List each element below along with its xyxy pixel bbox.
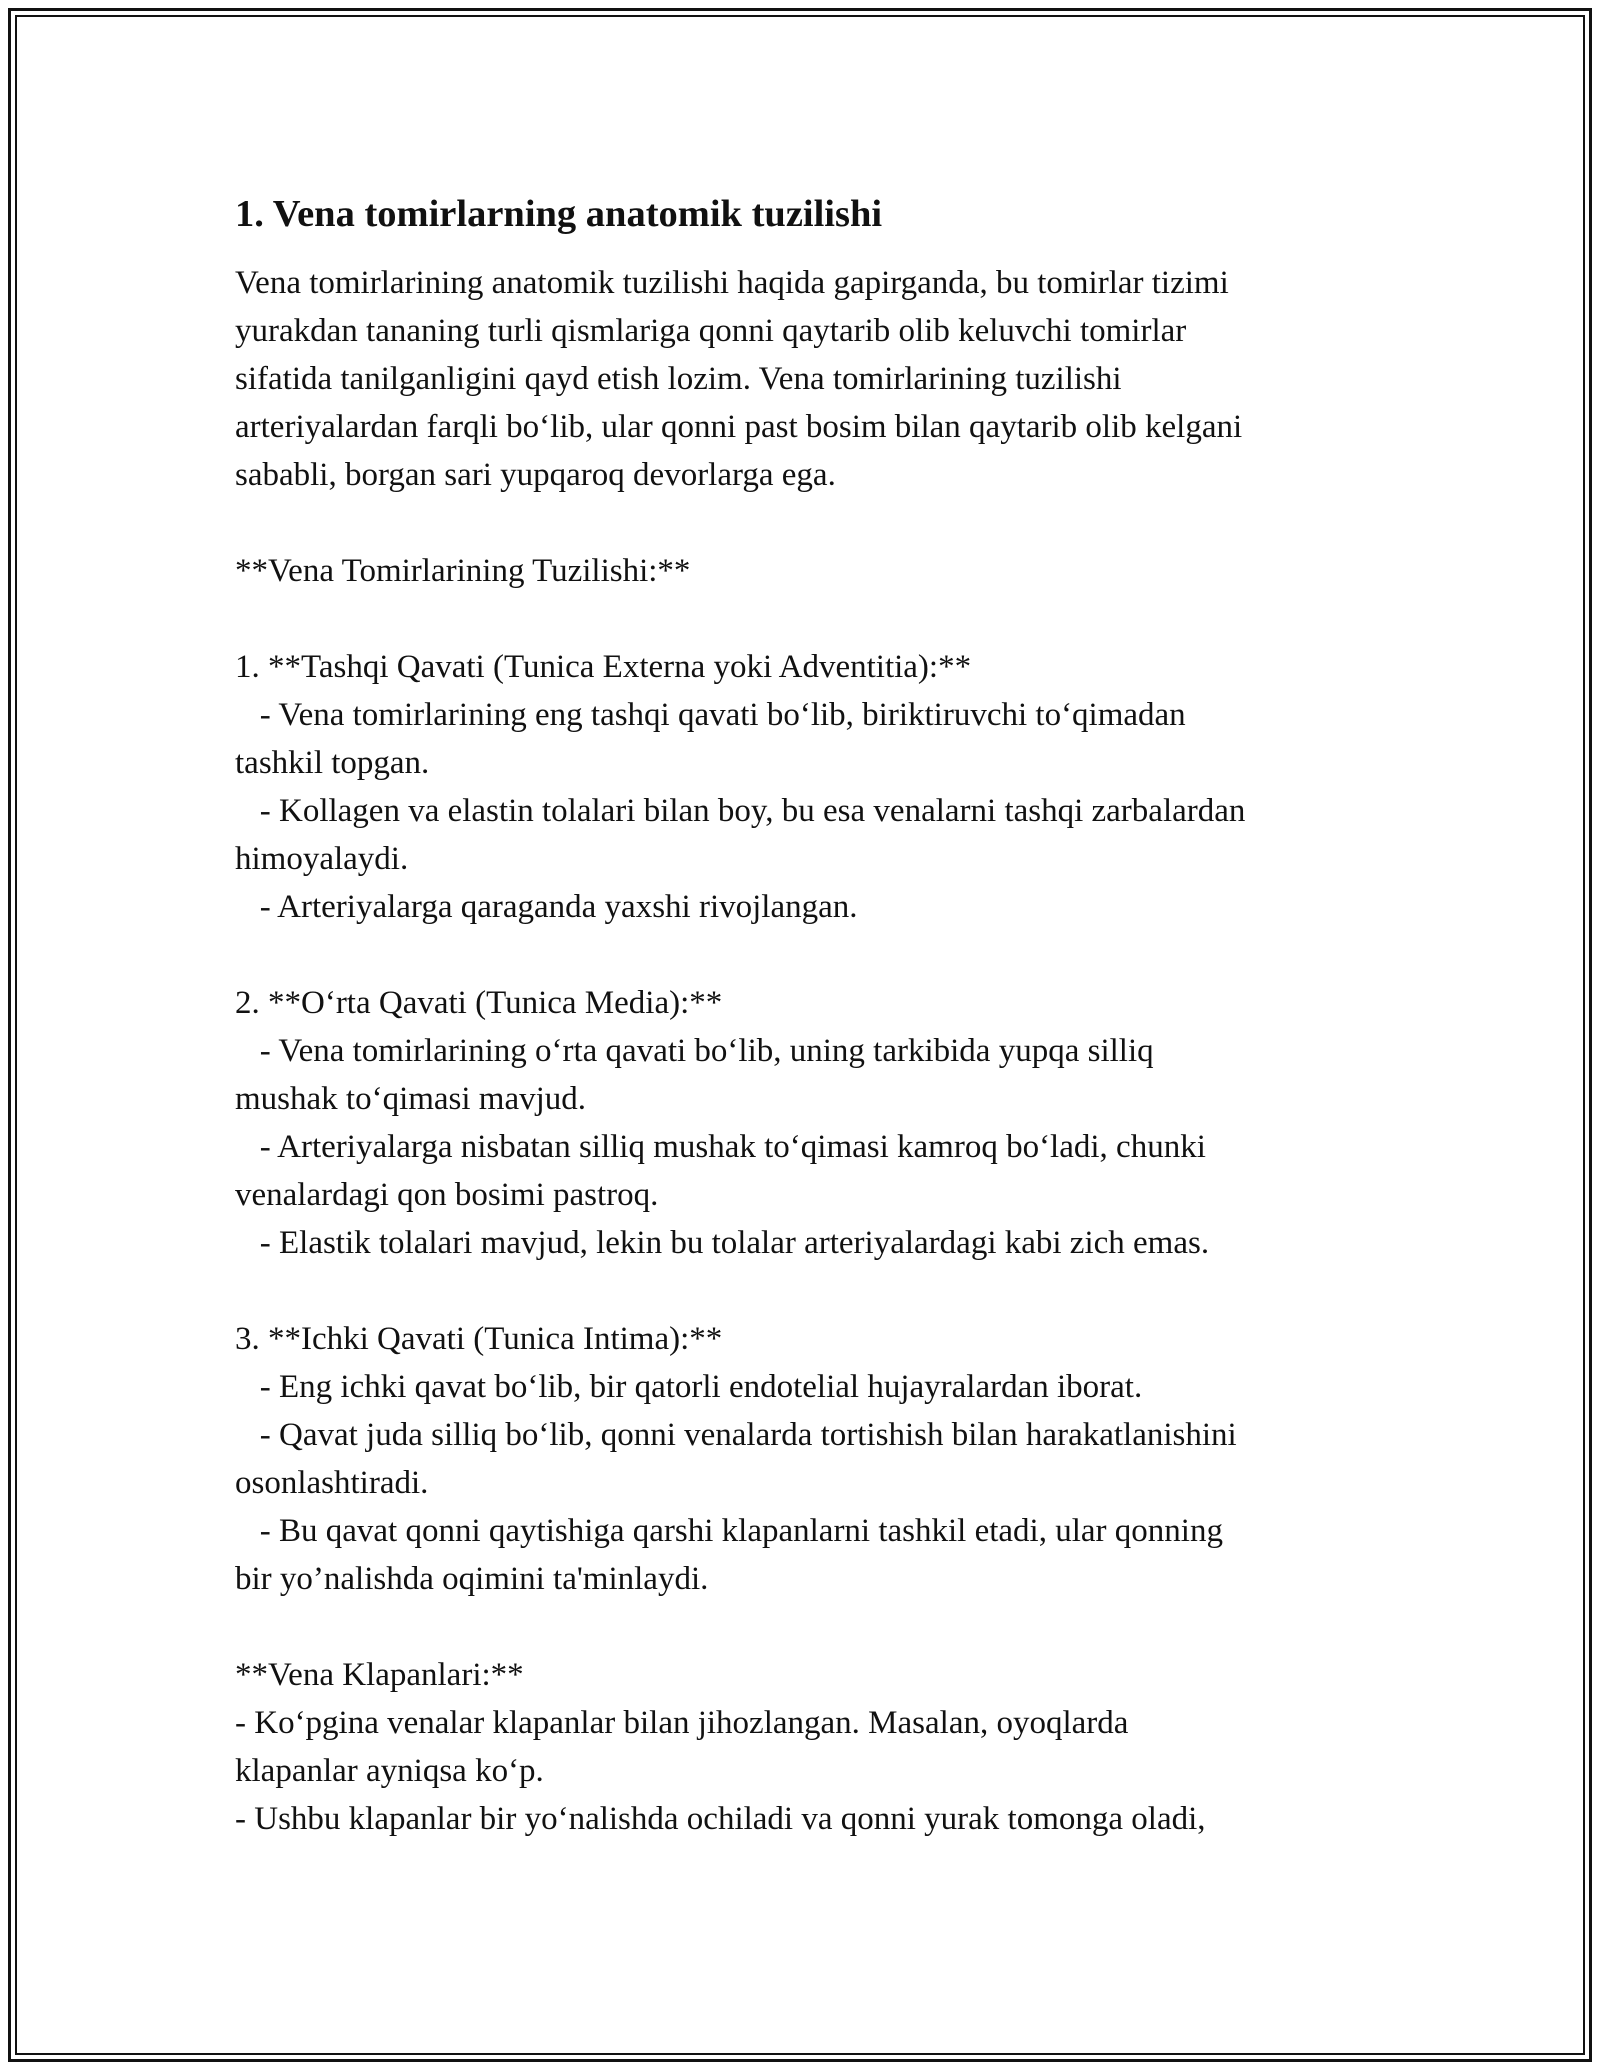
text-line: - Eng ichki qavat bo‘lib, bir qatorli endotelial hujayralardan iborat. (235, 1369, 1143, 1405)
layer-inner-block (235, 1315, 1385, 1603)
text-line: tashkil topgan. (235, 745, 430, 781)
text-line: bir yo’nalishda oqimini ta'minlaydi. (235, 1561, 709, 1597)
layer-outer-block (235, 643, 1385, 931)
text-line: - Vena tomirlarining o‘rta qavati bo‘lib, uning tarkibida yupqa silliq (235, 1033, 1154, 1069)
text-line: - Arteriyalarga nisbatan silliq mushak to‘qimasi kamroq bo‘ladi, chunki (235, 1129, 1206, 1165)
layer-middle-block (235, 979, 1385, 1267)
text-line: yurakdan tananing turli qismlariga qonni qaytarib olib keluvchi tomirlar (235, 313, 1187, 349)
text-line: venalardagi qon bosimi pastroq. (235, 1177, 659, 1213)
valves-block (235, 1651, 1385, 1843)
text-line: mushak to‘qimasi mavjud. (235, 1081, 587, 1117)
structure-subheading-block (235, 547, 1385, 595)
blank-line (235, 595, 1385, 643)
valves-title: **Vena Klapanlari:** (235, 1657, 524, 1693)
text-line: - Elastik tolalari mavjud, lekin bu tolalar arteriyalardagi kabi zich emas. (235, 1225, 1210, 1261)
blank-line (235, 499, 1385, 547)
layer-middle-title: 2. **O‘rta Qavati (Tunica Media):** (235, 985, 723, 1021)
text-line: Vena tomirlarining anatomik tuzilishi haqida gapirganda, bu tomirlar tizimi (235, 265, 1229, 301)
text-line: - Arteriyalarga qaraganda yaxshi rivojlangan. (235, 889, 858, 925)
text-line: - Kollagen va elastin tolalari bilan boy, bu esa venalarni tashqi zarbalardan (235, 793, 1246, 829)
text-line: - Bu qavat qonni qaytishiga qarshi klapanlarni tashkil etadi, ular qonning (235, 1513, 1223, 1549)
blank-line (235, 1603, 1385, 1651)
text-line: sifatida tanilganligini qayd etish lozim. Vena tomirlarining tuzilishi (235, 361, 1122, 397)
text-line: arteriyalardan farqli bo‘lib, ular qonni past bosim bilan qaytarib olib kelgani (235, 409, 1243, 445)
text-line: himoyalaydi. (235, 841, 409, 877)
layer-inner-title: 3. **Ichki Qavati (Tunica Intima):** (235, 1321, 723, 1357)
text-line: - Ushbu klapanlar bir yo‘nalishda ochiladi va qonni yurak tomonga oladi, (235, 1801, 1206, 1837)
layer-outer-title: 1. **Tashqi Qavati (Tunica Externa yoki Adventitia):** (235, 649, 972, 685)
blank-line (235, 1267, 1385, 1315)
text-line: - Qavat juda silliq bo‘lib, qonni venalarda tortishish bilan harakatlanishini (235, 1417, 1237, 1453)
text-line: - Ko‘pgina venalar klapanlar bilan jihozlangan. Masalan, oyoqlarda (235, 1705, 1129, 1741)
blank-line (235, 931, 1385, 979)
text-line: - Vena tomirlarining eng tashqi qavati bo‘lib, biriktiruvchi to‘qimadan (235, 697, 1186, 733)
document-body (235, 186, 1385, 1843)
text-line: sababli, borgan sari yupqaroq devorlarga ega. (235, 457, 836, 493)
structure-subheading: **Vena Tomirlarining Tuzilishi:** (235, 553, 691, 589)
section-heading: 1. Vena tomirlarning anatomik tuzilishi (235, 193, 883, 235)
text-line: klapanlar ayniqsa ko‘p. (235, 1753, 544, 1789)
text-line: osonlashtiradi. (235, 1465, 429, 1501)
intro-paragraph (235, 259, 1385, 499)
